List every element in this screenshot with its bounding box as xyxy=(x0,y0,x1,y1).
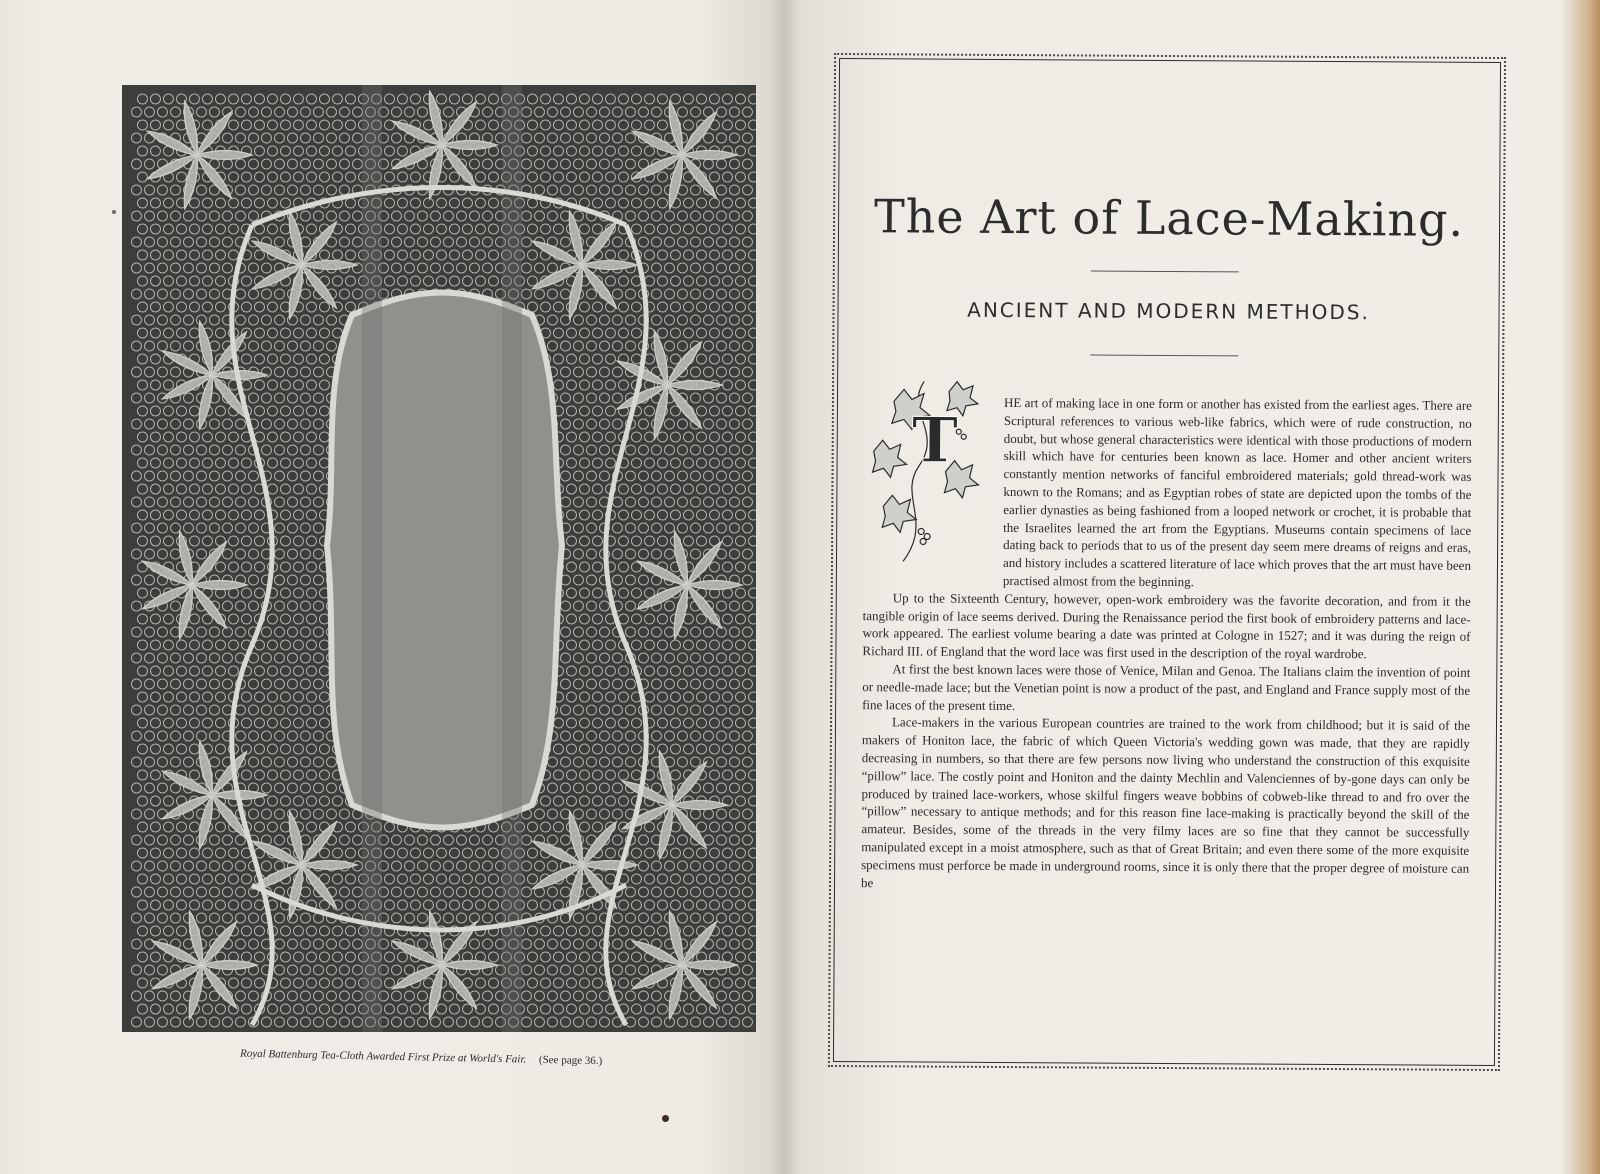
paragraph-2: Up to the Sixteenth Century, however, open-work embroidery was the favorite decoration, and from it the tangible origin of lace seems derived. During the Renaissance period the first book of embroidery patterns and lace-work appeared. The earliest volume bearing a date was printed at Cologne in 1527; and it was during the reign of Richard III. of England that the word lace was first used in the description of the royal wardrobe. xyxy=(862,590,1471,662)
page-speck xyxy=(112,210,116,214)
paragraph-4: Lace-makers in the various European countries are trained to the work from childhood; but it is said of the makers of Honiton lace, the fabric of which Queen Victoria's wedding gown was made, that they are rapidly decreasing in numbers, so that there are few persons now living who understand the construction of this exquisite “pillow” lace. The costly point and Honiton and the dainty Mechlin and Valenciennes of by-gone days can only be produced by trained lace-workers, whose skilful fingers weave bobbins of cobweb-like thread to and fro over the “pillow” necessary to antique methods; and for this reason fine lace-making is practically beyond the skill of the amateur. Besides, some of the threads in the very filmy laces are so fine that they cannot be successfully manipulated except in a moist atmosphere, such as that of Great Britain; and even there some of the more exquisite specimens must perforce be made in underground rooms, since it is only there that the proper degree of moisture can be xyxy=(860,714,1471,890)
lace-tea-cloth-photograph xyxy=(122,85,756,1032)
drop-cap-spacer xyxy=(863,393,1000,584)
subtitle-rule xyxy=(1090,355,1238,357)
title-rule xyxy=(1091,271,1239,273)
article-body xyxy=(861,393,1472,895)
lace-pattern-illustration xyxy=(122,85,756,1032)
caption-page-reference: (See page 36.) xyxy=(538,1053,603,1068)
drop-cap-letter: T xyxy=(911,403,959,477)
article-frame xyxy=(833,58,1501,1066)
photo-caption xyxy=(240,1048,660,1069)
ink-spot xyxy=(662,1115,669,1122)
paragraph-1: HE art of making lace in one form or another has existed from the earliest ages. There are Scriptural references to various web-like fabrics, which were of rude construction, no doubt, but whose general characteristics were identical with those productions of modern skill which have for centuries been known as lace. Homer and other ancient writers constantly mention networks of fanciful embroidered materials; gold thread-work was known to the Romans; and as Egyptian robes of state are depicted upon the tombs of the earlier dynasties as being fashioned from a looped network or crochet, it is probable that the Israelites learned the art from the Egyptians. Museums contain specimens of lace dating back to periods that to us of the present day seem mere dreams of reigns and eras, and history includes a scattered literature of lace which proves that the art must have been practised almost from the beginning. xyxy=(1002,395,1473,590)
paragraph-3: At first the best known laces were those of Venice, Milan and Genoa. The Italians claim the invention of point or needle-made lace; but the Venetian point is now a product of the past, and England and France supply most of the fine laces of the present time. xyxy=(862,661,1471,713)
article-subtitle: ANCIENT AND MODERN METHODS. xyxy=(967,297,1370,325)
article-title: The Art of Lace-Making. xyxy=(873,189,1465,247)
caption-text: Royal Battenburg Tea-Cloth Awarded First Prize at World's Fair. xyxy=(239,1047,527,1066)
